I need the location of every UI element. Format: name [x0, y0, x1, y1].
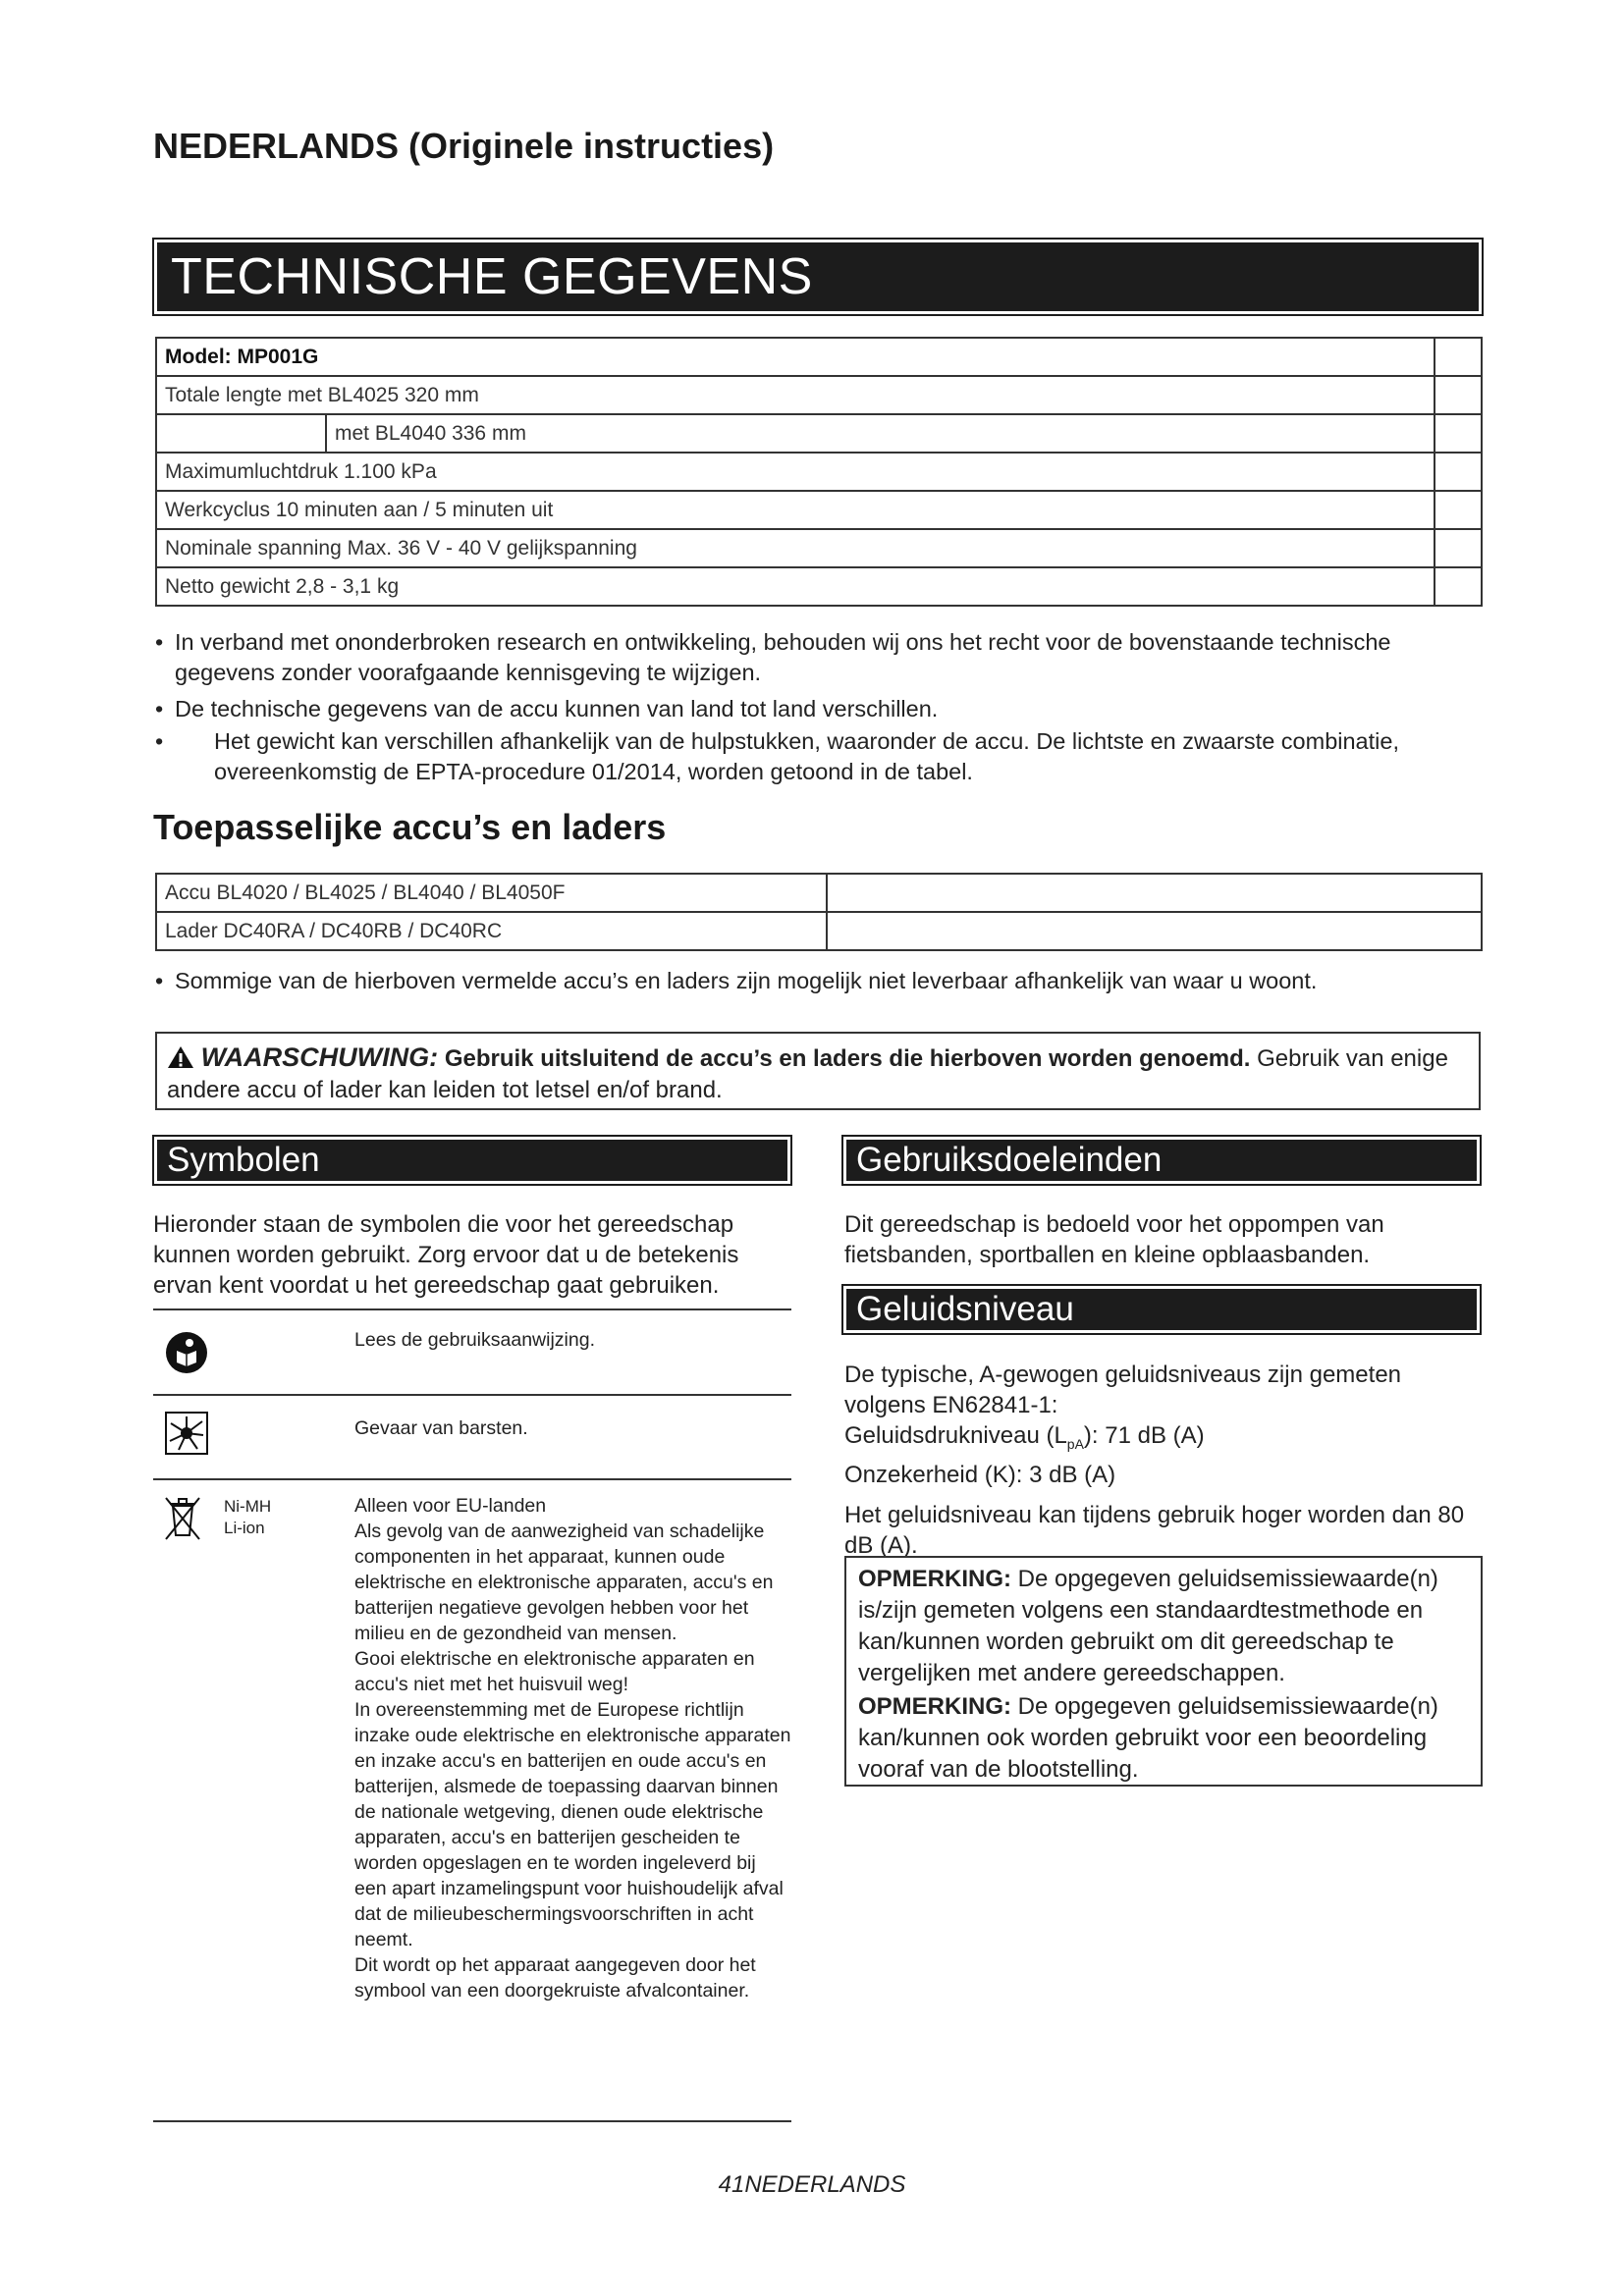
- disposal-paragraph: In overeenstemming met de Europese richtlijn inzake oude elektrische en elektronische apparaten en inzake accu's en batterijen en oude accu's en batterijen, alsmede de toepassing daarvan binnen de nationale wetgeving, dienen oude elektrische apparaten, accu's en batterijen gescheiden te worden opgeslagen en te worden ingeleverd bij een apart inzamelingspunt voor huishoudelijk afval dat de milieubeschermingsvoorschriften in acht neemt.: [354, 1699, 791, 1950]
- disposal-text: [354, 1493, 791, 2003]
- spec-length2-cell: met BL4040 336 mm: [326, 414, 1435, 453]
- symbol-text: Gevaar van barsten.: [354, 1417, 528, 1439]
- spec-voltage-cell: Nominale spanning Max. 36 V - 40 V gelijkspanning: [156, 529, 1435, 567]
- spec-weight-cell: Netto gewicht 2,8 - 3,1 kg: [156, 567, 1435, 606]
- usage-title: Gebruiksdoeleinden: [846, 1140, 1477, 1181]
- technical-data-heading: [152, 238, 1484, 316]
- warning-label: WAARSCHUWING:: [200, 1042, 439, 1072]
- batteries-title: Toepasselijke accu’s en laders: [153, 807, 667, 847]
- warning-text: Gebruik van enige andere accu of lader kan leiden tot letsel en/of brand.: [167, 1045, 1448, 1103]
- spec-row: [156, 567, 1482, 606]
- page-footer: 41NEDERLANDS: [718, 2171, 906, 2198]
- symbol-text: Lees de gebruiksaanwijzing.: [354, 1329, 595, 1351]
- spec-row: [156, 491, 1482, 529]
- remark: OPMERKING: De opgegeven geluidsemissiewaarde(n) is/zijn gemeten volgens een standaardtestmethode en kan/kunnen worden gebruikt om dit gereedschap te vergelijken met andere gereedschappen.: [858, 1566, 1438, 1686]
- battery-type-list: [224, 1496, 271, 1539]
- symbols-title: Symbolen: [157, 1140, 787, 1181]
- noise-title: Geluidsniveau: [846, 1289, 1477, 1330]
- symbol-row-manual: [153, 1311, 791, 1396]
- sound-pressure: Geluidsdrukniveau $(L_{pA})$: 71 dB (A): [844, 1422, 1205, 1452]
- battery-type: Li-ion: [224, 1519, 265, 1537]
- spec-table: [155, 337, 1483, 607]
- usage-text: Dit gereedschap is bedoeld voor het oppompen van fietsbanden, sportballen en kleine opblaasbanden.: [844, 1211, 1384, 1268]
- disposal-paragraph: Alleen voor EU-landen: [354, 1495, 547, 1517]
- warning-bold-text: Gebruik uitsluitend de accu’s en laders die hierboven worden genoemd.: [444, 1045, 1251, 1072]
- spec-cycle-cell: Werkcyclus 10 minuten aan / 5 minuten uit: [156, 491, 1435, 529]
- warning-box: [155, 1032, 1481, 1110]
- battery-note: • Sommige van de hierboven vermelde accu’s en laders zijn mogelijk niet leverbaar afhankelijk van waar u woont.: [155, 968, 1318, 993]
- spec-note: • Het gewicht kan verschillen afhankelijk van de hulpstukken, waaronder de accu. De lichtste en zwaarste combinatie, overeenkomstig de EPTA-procedure 01/2014, worden getoond in de tabel.: [155, 728, 1399, 784]
- language-title: NEDERLANDS (Originele instructies): [153, 126, 775, 166]
- battery-table: [155, 873, 1483, 951]
- spec-row: [156, 414, 1482, 453]
- noise-block: [844, 1360, 1473, 1561]
- read-manual-icon: [165, 1331, 208, 1379]
- disposal-paragraph: Dit wordt op het apparaat aangegeven door het symbool van een doorgekruiste afvalcontainer.: [354, 1954, 756, 2002]
- symbol-row-disposal: [153, 1480, 791, 2122]
- disposal-paragraph: Als gevolg van de aanwezigheid van schadelijke componenten in het apparaat, kunnen oude elektrische en elektronische apparaten, accu's en batterijen negatieve gevolgen hebben voor het milieu en de gezondheid van mensen.: [354, 1521, 774, 1644]
- remark: OPMERKING: De opgegeven geluidsemissiewaarde(n) kan/kunnen ook worden gebruikt voor een beoordeling vooraf van de blootstelling.: [858, 1693, 1438, 1783]
- battery-row: [156, 874, 1482, 912]
- noise-extra: Het geluidsniveau kan tijdens gebruik hoger worden dan 80 dB (A).: [844, 1501, 1465, 1559]
- symbols-divider: [153, 1308, 791, 1310]
- uncertainty: Onzekerheid (K): 3 dB (A): [844, 1461, 1116, 1488]
- spec-row: [156, 338, 1482, 376]
- spec-note: • In verband met ononderbroken research en ontwikkeling, behouden wij ons het recht voor de bovenstaande technische gegevens zonder voorafgaande kennisgeving te wijzigen.: [155, 629, 1391, 685]
- spec-row: [156, 529, 1482, 567]
- spec-row: [156, 376, 1482, 414]
- spec-note: • De technische gegevens van de accu kunnen van land tot land verschillen.: [155, 696, 939, 721]
- spec-length-cell: Totale lengte met BL4025 320 mm: [156, 376, 1435, 414]
- spec-row: [156, 453, 1482, 491]
- battery-row: [156, 912, 1482, 950]
- warning-icon: [167, 1045, 201, 1072]
- symbol-row-explosion: [153, 1396, 791, 1480]
- remark-box: [844, 1556, 1483, 1787]
- symbols-heading: [152, 1135, 792, 1186]
- noise-heading: [841, 1284, 1482, 1335]
- usage-heading: [841, 1135, 1482, 1186]
- technical-data-title: TECHNISCHE GEGEVENS: [157, 242, 1479, 311]
- explosion-hazard-icon: [165, 1412, 208, 1460]
- battery-type: Ni-MH: [224, 1497, 272, 1516]
- model-cell: Model: MP001G: [156, 338, 1435, 376]
- spec-pressure-cell: Maximumluchtdruk 1.100 kPa: [156, 453, 1435, 491]
- noise-intro: De typische, A-gewogen geluidsniveaus zijn gemeten volgens EN62841-1:: [844, 1362, 1402, 1418]
- crossed-bin-icon: [163, 1494, 202, 1546]
- symbols-intro: Hieronder staan de symbolen die voor het gereedschap kunnen worden gebruikt. Zorg ervoor dat u de betekenis ervan kent voordat u het gereedschap gaat gebruiken.: [153, 1211, 739, 1299]
- disposal-paragraph: Gooi elektrische en elektronische apparaten en accu's niet met het huisvuil weg!: [354, 1648, 755, 1695]
- charger-cell: Lader DC40RA / DC40RB / DC40RC: [156, 912, 827, 950]
- battery-cell: Accu BL4020 / BL4025 / BL4040 / BL4050F: [156, 874, 827, 912]
